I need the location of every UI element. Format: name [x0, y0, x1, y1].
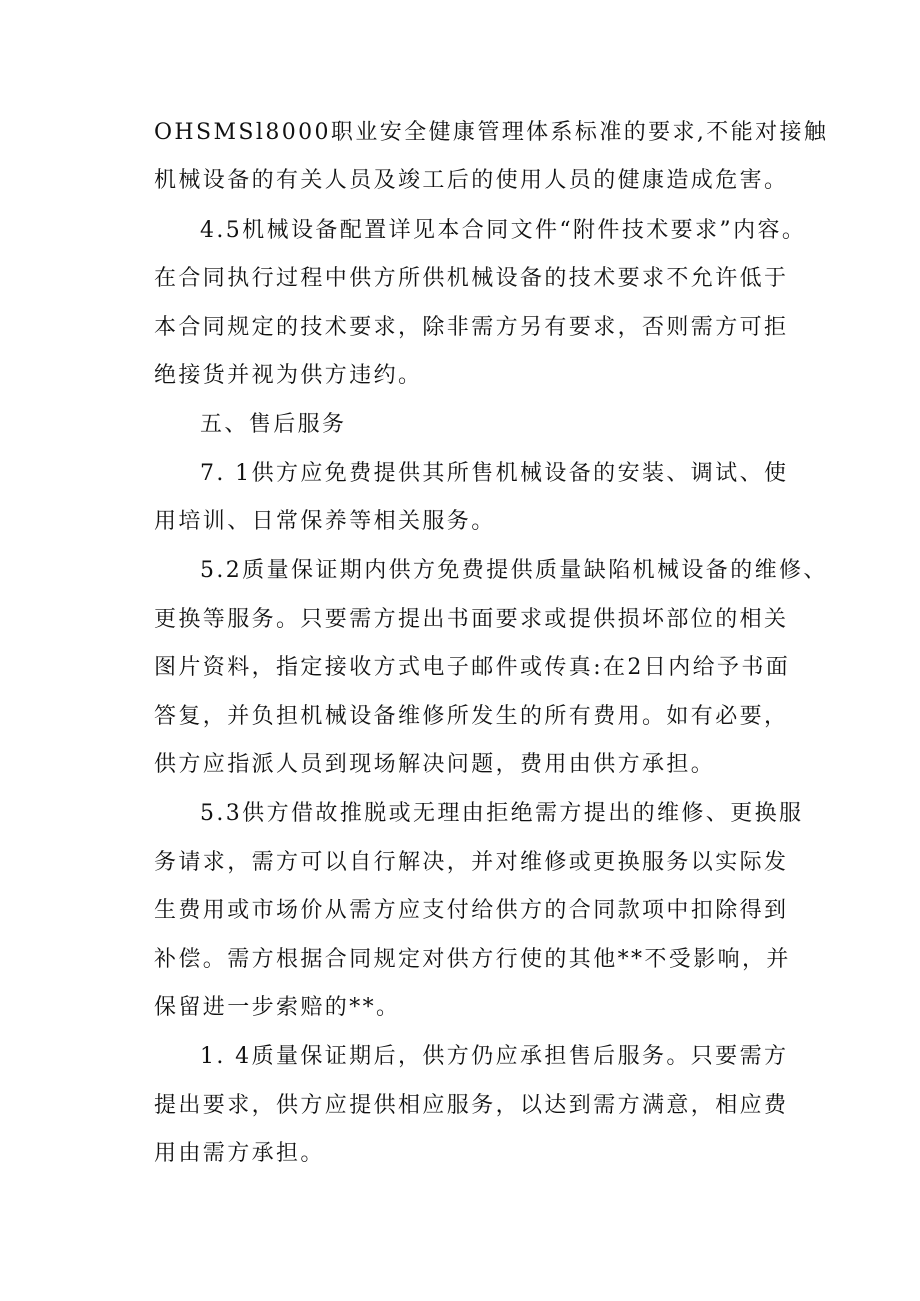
text-line: 图片资料，指定接收方式电子邮件或传真:在2日内给予书面	[154, 655, 791, 680]
paragraph-5-3-start: 5.3供方借故推脱或无理由拒绝需方提出的维修、更换服	[200, 801, 804, 826]
text-line: 答复，并负担机械设备维修所发生的所有费用。如有必要，	[154, 704, 789, 729]
text-line: 补偿。需方根据合同规定对供方行使的其他**不受影响，并	[154, 947, 791, 972]
text-line: 在合同执行过程中供方所供机械设备的技术要求不允许低于	[154, 266, 789, 291]
text-line: 保留进一步索赔的**。	[154, 995, 401, 1020]
paragraph-1-4-start: 1. 4质量保证期后，供方仍应承担售后服务。只要需方	[200, 1044, 789, 1069]
text-line: 生费用或市场价从需方应支付给供方的合同款项中扣除得到	[154, 898, 789, 923]
text-line: 供方应指派人员到现场解决问题，费用由供方承担。	[154, 752, 716, 777]
paragraph-7-1-start: 7. 1供方应免费提供其所售机械设备的安装、调试、使	[200, 461, 789, 486]
text-line: 用由需方承担。	[154, 1141, 325, 1166]
text-line: 绝接货并视为供方违约。	[154, 363, 423, 388]
text-line: OHSMSl8000职业安全健康管理体系标准的要求,不能对接触	[154, 120, 829, 145]
section-heading: 五、售后服务	[200, 412, 347, 437]
text-line: 用培训、日常保养等相关服务。	[154, 509, 496, 534]
text-line: 提出要求，供方应提供相应服务，以达到需方满意，相应费	[154, 1093, 789, 1118]
text-line: 本合同规定的技术要求，除非需方另有要求，否则需方可拒	[154, 315, 789, 340]
text-line: 更换等服务。只要需方提出书面要求或提供损坏部位的相关	[154, 607, 789, 632]
text-line: 务请求，需方可以自行解决，并对维修或更换服务以实际发	[154, 850, 789, 875]
paragraph-4-5-start: 4.5机械设备配置详见本合同文件“附件技术要求”内容。	[200, 218, 807, 243]
paragraph-5-2-start: 5.2质量保证期内供方免费提供质量缺陷机械设备的维修、	[200, 558, 828, 583]
text-line: 机械设备的有关人员及竣工后的使用人员的健康造成危害。	[154, 168, 789, 193]
